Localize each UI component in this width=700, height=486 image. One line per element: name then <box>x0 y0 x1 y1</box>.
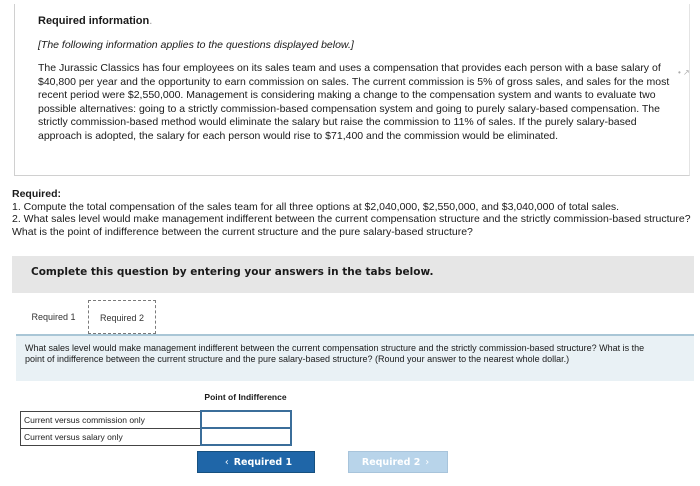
required-heading: Required: <box>12 188 62 200</box>
row-label-current-vs-commission: Current versus commission only <box>21 411 201 428</box>
table-row <box>21 411 291 428</box>
current-vs-salary-input[interactable] <box>202 429 290 444</box>
question-box <box>16 334 694 381</box>
tab-required-1[interactable]: Required 1 <box>31 312 76 322</box>
previous-button-label: Required 1 <box>233 457 293 468</box>
required-section <box>12 188 692 238</box>
answer-table <box>20 383 292 446</box>
chevron-right-icon: › <box>425 457 430 468</box>
question-text: What sales level would make management indifferent between the current compensation structure and the strictly commission-based structure? What is the point of indifference between the current structure and the pure salary-based structure? (Round your answer to the nearest whole dollar.) <box>25 343 645 364</box>
input-cell-current-vs-salary <box>201 428 291 445</box>
table-corner <box>21 383 201 411</box>
current-vs-commission-input[interactable] <box>202 412 290 427</box>
table-row <box>21 428 291 445</box>
scenario-paragraph: The Jurassic Classics has four employees on its sales team and uses a compensation that provides each person with a base salary of $40,800 per year and the opportunity to earn commission on sales. The current commission is 5% of gross sales, and sales for the most recent period were $2,550,000. Management is considering making a change to the compensation system and wants to evaluate two possible alternatives: going to a strictly commission-based compensation system and going to purely salary-based compensation. The strictly commission-based method would eliminate the salary but raise the commission to 11% of sales. If the purely salary-based approach is adopted, the salary for each person would rise to $71,400 and the commission would be eliminated. <box>38 62 670 142</box>
scroll-indicator: • ↗ <box>678 68 690 77</box>
instruction-bar <box>12 256 694 293</box>
required-item-1: 1. Compute the total compensation of the sales team for all three options at $2,040,000, $2,550,000, and $3,040,000 of total sales. <box>12 200 620 213</box>
column-header-point-of-indifference: Point of Indifference <box>204 391 287 402</box>
required-item-2: 2. What sales level would make management indifferent between the current compensation structure and the strictly commission-based structure? What is the point of indifference between the current structure and the pure salary-based structure? <box>12 213 691 238</box>
tab-required-2[interactable]: Required 2 <box>88 300 156 334</box>
info-note: [The following information applies to the questions displayed below.] <box>38 39 354 51</box>
next-required-button[interactable] <box>348 451 448 473</box>
chevron-left-icon: ‹ <box>224 457 229 468</box>
input-cell-current-vs-commission <box>201 411 291 428</box>
row-label-current-vs-salary: Current versus salary only <box>21 428 201 445</box>
required-information-title: Required information. <box>38 15 153 27</box>
next-button-label: Required 2 <box>361 457 421 468</box>
instruction-text: Complete this question by entering your answers in the tabs below. <box>31 266 434 278</box>
previous-required-button[interactable] <box>197 451 315 473</box>
